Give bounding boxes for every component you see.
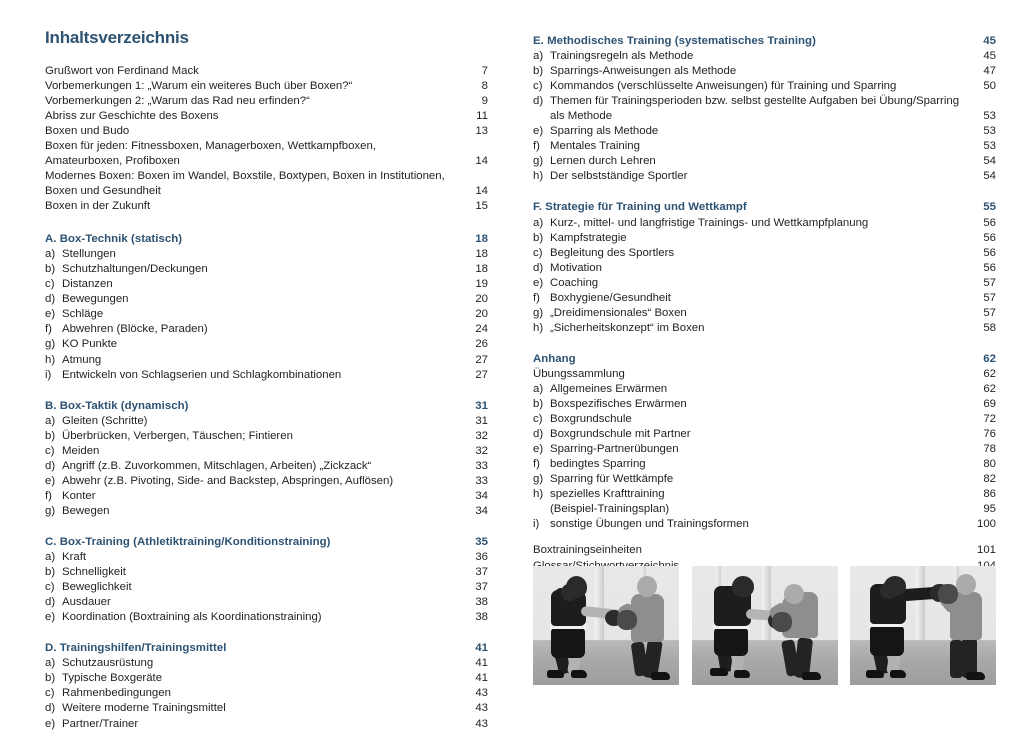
- focus-mitt: [938, 584, 958, 604]
- front-matter-list: [45, 64, 488, 214]
- toc-entry-page: 34: [475, 504, 488, 517]
- toc-entry-page: 15: [475, 200, 488, 213]
- toc-entry[interactable]: [45, 701, 488, 716]
- toc-entry[interactable]: [45, 368, 488, 383]
- toc-entry-label: Abwehren (Blöcke, Paraden): [62, 323, 208, 336]
- toc-entry[interactable]: [45, 307, 488, 322]
- toc-entry-marker: a): [533, 382, 544, 395]
- toc-entry-label: Kampfstrategie: [550, 231, 627, 244]
- toc-entry[interactable]: [533, 231, 996, 246]
- toc-entry-marker: e): [533, 276, 544, 289]
- toc-entry-sub[interactable]: [533, 502, 996, 517]
- toc-entry[interactable]: [533, 79, 996, 94]
- toc-entry[interactable]: [45, 459, 488, 474]
- toc-entry[interactable]: [533, 276, 996, 291]
- toc-entry-label: Stellungen: [62, 248, 116, 261]
- toc-entry-label: Bewegen: [62, 504, 110, 517]
- trainer-shoe: [966, 672, 985, 680]
- section-heading[interactable]: [45, 641, 488, 656]
- toc-entry-page: 47: [983, 65, 996, 78]
- toc-entry[interactable]: [533, 517, 996, 532]
- toc-entry-page: 86: [983, 488, 996, 501]
- toc-entry-label: Distanzen: [62, 278, 113, 291]
- toc-entry-label: Sparring für Wettkämpfe: [550, 473, 674, 486]
- boxing-glove: [561, 584, 577, 601]
- toc-entry-marker: c): [533, 246, 543, 259]
- appendix-section: [533, 352, 996, 533]
- boxer-shorts: [870, 626, 904, 656]
- toc-entry-marker: i): [45, 368, 52, 381]
- toc-entry-label: Boxen in der Zukunft: [45, 200, 151, 213]
- toc-entry-marker: f): [533, 140, 540, 153]
- section-heading-label: A. Box-Technik (statisch): [45, 233, 183, 246]
- section-heading-label: Anhang: [533, 352, 576, 365]
- toc-entry[interactable]: [45, 671, 488, 686]
- toc-entry-marker: e): [45, 611, 56, 624]
- toc-entry-page: 27: [475, 368, 488, 381]
- toc-entry-marker: g): [45, 504, 56, 517]
- toc-entry[interactable]: [533, 321, 996, 336]
- toc-entry-marker: b): [45, 566, 56, 579]
- toc-entry[interactable]: [45, 262, 488, 277]
- toc-entry-label: Übungssammlung: [533, 367, 625, 380]
- toc-entry-label: bedingtes Sparring: [550, 458, 646, 471]
- toc-entry-marker: a): [45, 657, 56, 670]
- boxing-glove: [880, 582, 897, 599]
- toc-entry-label: Motivation: [550, 261, 602, 274]
- toc-entry-label: Themen für Trainingsperioden bzw. selbst gestellte Aufgaben bei Übung/Sparring als Methode: [550, 95, 960, 123]
- toc-entry-page: 57: [983, 291, 996, 304]
- toc-entry-label: Boxen und Budo: [45, 124, 130, 137]
- section-heading-page: 18: [475, 233, 488, 246]
- toc-entry-page: 9: [481, 94, 488, 107]
- page-title: Inhaltsverzeichnis: [45, 28, 189, 47]
- section-heading-label: F. Strategie für Training und Wettkampf: [533, 201, 747, 214]
- toc-entry-page: 24: [475, 323, 488, 336]
- toc-entry-label: Vorbemerkungen 2: „Warum das Rad neu erfinden?“: [45, 94, 310, 107]
- toc-entry-label: Schutzhaltungen/Deckungen: [62, 263, 208, 276]
- toc-entry-page: 41: [475, 672, 488, 685]
- toc-entry-marker: b): [45, 672, 56, 685]
- trainer-leg: [950, 640, 963, 678]
- toc-entry-page: 38: [475, 611, 488, 624]
- toc-entry-label: Überbrücken, Verbergen, Täuschen; Fintieren: [62, 429, 293, 442]
- toc-entry-marker: a): [45, 248, 56, 261]
- toc-entry-marker: d): [45, 702, 56, 715]
- curtain-fold: [916, 566, 925, 640]
- toc-entry-label: Schutzausrüstung: [62, 657, 154, 670]
- toc-entry[interactable]: [45, 247, 488, 262]
- toc-entry[interactable]: [533, 139, 996, 154]
- toc-entry-page: 38: [475, 596, 488, 609]
- toc-entry[interactable]: [533, 124, 996, 139]
- toc-entry-page: 7: [481, 64, 488, 77]
- toc-entry-marker: h): [533, 321, 544, 334]
- section-heading-page: 55: [983, 201, 996, 214]
- toc-entry[interactable]: [533, 306, 996, 321]
- toc-entry-page: 33: [475, 474, 488, 487]
- toc-entry[interactable]: [45, 489, 488, 504]
- section-heading-page: 31: [475, 399, 488, 412]
- toc-entry[interactable]: [533, 261, 996, 276]
- toc-entry-label: Kommandos (verschlüsselte Anweisungen) für Training und Sparring: [550, 80, 897, 93]
- toc-entry[interactable]: [45, 139, 488, 169]
- toc-entry-label: Angriff (z.B. Zuvorkommen, Mitschlagen, Arbeiten) „Zickzack“: [62, 459, 372, 472]
- toc-entry[interactable]: [45, 717, 488, 732]
- toc-entry-marker: d): [45, 293, 56, 306]
- boxer-shoe: [866, 670, 884, 678]
- toc-entry-label: Weitere moderne Trainingsmittel: [62, 702, 226, 715]
- boxer-shoe: [547, 670, 564, 678]
- toc-entry-page: 32: [475, 444, 488, 457]
- toc-entry-marker: f): [533, 458, 540, 471]
- toc-entry-marker: c): [533, 413, 543, 426]
- toc-entry-marker: e): [45, 717, 56, 730]
- toc-entry-page: 54: [983, 170, 996, 183]
- left-column: [45, 0, 488, 732]
- toc-entry-page: 58: [983, 321, 996, 334]
- trainer-head: [956, 574, 976, 595]
- section-heading[interactable]: [533, 352, 996, 367]
- toc-entry[interactable]: [45, 414, 488, 429]
- toc-entry[interactable]: [45, 199, 488, 214]
- toc-entry[interactable]: [45, 656, 488, 671]
- toc-entry-label: Lernen durch Lehren: [550, 155, 656, 168]
- toc-entry[interactable]: [45, 610, 488, 625]
- toc-entry-label: Gleiten (Schritte): [62, 414, 148, 427]
- toc-entry-marker: g): [45, 338, 56, 351]
- toc-entry-sub-page: 95: [983, 503, 996, 516]
- curtain-fold: [762, 566, 771, 640]
- trainer-shoe: [651, 672, 670, 680]
- toc-entry-label: Abriss zur Geschichte des Boxens: [45, 109, 219, 122]
- toc-entry-page: 57: [983, 306, 996, 319]
- toc-entry[interactable]: [533, 94, 996, 124]
- toc-entry-page: 76: [983, 428, 996, 441]
- section-heading-page: 41: [475, 642, 488, 655]
- toc-entry-marker: h): [533, 488, 544, 501]
- toc-entry[interactable]: [45, 429, 488, 444]
- toc-entry-label: „Dreidimensionales“ Boxen: [550, 306, 687, 319]
- curtain-fold: [595, 566, 604, 640]
- toc-entry-label: Meiden: [62, 444, 100, 457]
- toc-entry-marker: a): [45, 551, 56, 564]
- toc-entry-page: 11: [476, 109, 488, 122]
- toc-entry-label: Ausdauer: [62, 596, 111, 609]
- toc-entry-marker: c): [45, 581, 55, 594]
- toc-entry-marker: c): [533, 80, 543, 93]
- section-c: [45, 535, 488, 625]
- toc-entry-marker: b): [533, 65, 544, 78]
- toc-entry-page: 57: [983, 276, 996, 289]
- toc-entry-label: Boxen für jeden: Fitnessboxen, Managerboxen, Wettkampfboxen, Amateurboxen, Profiboxen: [45, 139, 376, 167]
- toc-entry-label: Vorbemerkungen 1: „Warum ein weiteres Buch über Boxen?“: [45, 79, 353, 92]
- toc-entry-label: Koordination (Boxtraining als Koordinationstraining): [62, 611, 322, 624]
- toc-entry-page: 100: [976, 518, 996, 531]
- toc-entry-label: Der selbstständige Sportler: [550, 170, 688, 183]
- toc-entry-label: Entwickeln von Schlagserien und Schlagkombinationen: [62, 368, 342, 381]
- toc-entry[interactable]: [533, 291, 996, 306]
- toc-entry[interactable]: [45, 169, 488, 199]
- toc-entry-marker: b): [533, 231, 544, 244]
- toc-entry-page: 101: [976, 544, 996, 557]
- toc-entry-label: Boxtrainingseinheiten: [533, 544, 642, 557]
- toc-entry-label: Sparrings-Anweisungen als Methode: [550, 65, 737, 78]
- toc-entry[interactable]: [45, 474, 488, 489]
- toc-entry-marker: e): [45, 308, 56, 321]
- toc-entry-page: 18: [475, 263, 488, 276]
- toc-entry[interactable]: [533, 472, 996, 487]
- toc-entry-page: 20: [475, 293, 488, 306]
- toc-entry-marker: g): [533, 155, 544, 168]
- toc-entry-page: 8: [481, 79, 488, 92]
- section-heading-page: 35: [475, 536, 488, 548]
- toc-entry-page: 53: [983, 140, 996, 153]
- toc-entry-page: 41: [475, 657, 488, 670]
- toc-entry[interactable]: [45, 109, 488, 124]
- toc-entry[interactable]: [533, 64, 996, 79]
- toc-entry-page: 56: [983, 246, 996, 259]
- toc-entry-marker: c): [45, 278, 55, 291]
- toc-entry-label: Allgemeines Erwärmen: [550, 382, 668, 395]
- toc-entry-page: 62: [983, 367, 996, 380]
- toc-entry-label: Rahmenbedingungen: [62, 687, 171, 700]
- toc-entry-page: 53: [983, 125, 996, 138]
- trainer-head: [784, 584, 804, 604]
- toc-entry-label: Begleitung des Sportlers: [550, 246, 675, 259]
- toc-entry[interactable]: [533, 487, 996, 502]
- toc-entry-label: Boxgrundschule mit Partner: [550, 428, 691, 441]
- toc-entry-page: 43: [475, 702, 488, 715]
- toc-entry[interactable]: [45, 595, 488, 610]
- toc-entry-page: 69: [983, 398, 996, 411]
- toc-entry-page: 13: [475, 124, 488, 137]
- toc-entry-page: 26: [475, 338, 488, 351]
- focus-mitt: [772, 612, 792, 632]
- toc-entry-page: 31: [475, 414, 488, 427]
- toc-entry-page: 53: [983, 110, 996, 123]
- toc-entry-page: 72: [983, 413, 996, 426]
- toc-entry-label: spezielles Krafttraining: [550, 488, 665, 501]
- toc-entry-label: Boxhygiene/Gesundheit: [550, 291, 671, 304]
- toc-entry-page: 20: [475, 308, 488, 321]
- toc-entry-marker: i): [533, 518, 540, 531]
- toc-entry[interactable]: [533, 49, 996, 64]
- toc-entry-label: Sparring als Methode: [550, 125, 659, 138]
- toc-entry-page: 45: [983, 50, 996, 63]
- trainer-shoe: [802, 672, 821, 680]
- toc-entry[interactable]: [533, 169, 996, 184]
- toc-entry-page: 56: [983, 261, 996, 274]
- toc-entry-page: 14: [475, 154, 488, 167]
- toc-entry-page: 18: [475, 248, 488, 261]
- toc-entry-page: 78: [983, 443, 996, 456]
- section-heading[interactable]: [533, 200, 996, 215]
- toc-entry-marker: g): [533, 306, 544, 319]
- section-heading-label: E. Methodisches Training (systematisches Training): [533, 35, 816, 47]
- toc-entry-marker: e): [45, 474, 56, 487]
- training-photo: [533, 566, 679, 685]
- toc-entry-page: 43: [475, 717, 488, 730]
- toc-entry-label: Modernes Boxen: Boxen im Wandel, Boxstile, Boxtypen, Boxen in Institutionen, Boxen und Gesundheit: [45, 170, 445, 198]
- toc-entry-marker: e): [533, 443, 544, 456]
- toc-entry-page: 43: [475, 687, 488, 700]
- toc-entry-label: Coaching: [550, 276, 599, 289]
- toc-entry-marker: g): [533, 473, 544, 486]
- toc-entry-page: 19: [475, 278, 488, 291]
- toc-entry-page: 34: [475, 489, 488, 502]
- training-photo-strip: [533, 566, 996, 685]
- toc-entry[interactable]: [45, 79, 488, 94]
- section-heading-page: 45: [983, 35, 996, 47]
- section-d: [45, 641, 488, 731]
- toc-entry-label: Sparring-Partnerübungen: [550, 443, 679, 456]
- toc-entry-marker: c): [45, 687, 55, 700]
- toc-entry[interactable]: [533, 382, 996, 397]
- toc-entry-page: 37: [475, 566, 488, 579]
- toc-entry-marker: d): [45, 596, 56, 609]
- toc-entry-page: 14: [475, 185, 488, 198]
- section-a: [45, 232, 488, 382]
- boxer-shorts: [714, 628, 748, 656]
- training-photo: [850, 566, 996, 685]
- toc-entry-label: KO Punkte: [62, 338, 118, 351]
- toc-entry-marker: d): [45, 459, 56, 472]
- toc-entry[interactable]: [533, 457, 996, 472]
- toc-entry[interactable]: [533, 442, 996, 457]
- section-b: [45, 399, 488, 519]
- toc-entry-page: 27: [475, 353, 488, 366]
- toc-entry[interactable]: [45, 550, 488, 565]
- section-heading-label: D. Trainingshilfen/Trainingsmittel: [45, 642, 227, 655]
- toc-entry-label: sonstige Übungen und Trainingsformen: [550, 518, 749, 531]
- toc-entry-marker: b): [533, 398, 544, 411]
- toc-entry-label: Bewegungen: [62, 293, 129, 306]
- toc-entry-marker: f): [533, 291, 540, 304]
- training-photo: [692, 566, 838, 685]
- toc-entry-label: Abwehr (z.B. Pivoting, Side- and Backstep, Abspringen, Auflösen): [62, 474, 394, 487]
- toc-entry-label: Schnelligkeit: [62, 566, 126, 579]
- section-heading-label: C. Box-Training (Athletiktraining/Konditionstraining): [45, 536, 331, 548]
- section-heading[interactable]: [45, 535, 488, 550]
- toc-entry-marker: a): [45, 414, 56, 427]
- toc-entry-label: „Sicherheitskonzept“ im Boxen: [550, 321, 705, 334]
- boxer-head: [732, 576, 754, 597]
- toc-entry[interactable]: [45, 504, 488, 519]
- toc-entry-marker: f): [45, 323, 52, 336]
- toc-entry-marker: h): [533, 170, 544, 183]
- toc-entry[interactable]: [45, 686, 488, 701]
- toc-entry[interactable]: [533, 216, 996, 231]
- toc-entry-page: 82: [983, 473, 996, 486]
- toc-entry-label: Schläge: [62, 308, 104, 321]
- toc-entry[interactable]: [533, 412, 996, 427]
- toc-entry-label: Kurz-, mittel- und langfristige Trainings- und Wettkampfplanung: [550, 216, 869, 229]
- toc-entry-page: 56: [983, 231, 996, 244]
- toc-entry[interactable]: [45, 94, 488, 109]
- toc-entry-marker: b): [45, 263, 56, 276]
- toc-entry-page: 62: [983, 382, 996, 395]
- toc-entry-page: 32: [475, 429, 488, 442]
- boxer-shoe: [710, 668, 728, 676]
- toc-entry-marker: c): [45, 444, 55, 457]
- boxer-shoe: [571, 670, 587, 678]
- toc-entry-sub-label: (Beispiel-Trainingsplan): [550, 503, 670, 516]
- toc-entry[interactable]: [45, 565, 488, 580]
- toc-entry-label: Boxspezifisches Erwärmen: [550, 398, 687, 411]
- boxer-shorts: [551, 628, 585, 658]
- toc-entry[interactable]: [45, 124, 488, 139]
- toc-entry[interactable]: [45, 337, 488, 352]
- section-heading[interactable]: [533, 34, 996, 49]
- toc-entry-label: Trainingsregeln als Methode: [550, 50, 694, 63]
- section-heading-label: B. Box-Taktik (dynamisch): [45, 399, 189, 412]
- toc-entry[interactable]: [533, 427, 996, 442]
- toc-entry[interactable]: [533, 154, 996, 169]
- toc-entry-label: Grußwort von Ferdinand Mack: [45, 64, 199, 77]
- toc-entry[interactable]: [533, 367, 996, 382]
- toc-entry-label: Konter: [62, 489, 96, 502]
- toc-entry-page: 36: [475, 551, 488, 564]
- right-column: [533, 0, 996, 604]
- toc-entry[interactable]: [45, 277, 488, 292]
- toc-entry-marker: d): [533, 261, 544, 274]
- boxer-shoe: [890, 670, 906, 678]
- toc-entry[interactable]: [45, 64, 488, 79]
- toc-entry-marker: h): [45, 353, 56, 366]
- toc-entry-page: 33: [475, 459, 488, 472]
- section-heading[interactable]: [45, 399, 488, 414]
- toc-entry-page: 56: [983, 216, 996, 229]
- toc-entry-label: Boxgrundschule: [550, 413, 632, 426]
- toc-entry-marker: d): [533, 428, 544, 441]
- toc-entry-marker: b): [45, 429, 56, 442]
- toc-entry[interactable]: [45, 580, 488, 595]
- toc-entry[interactable]: [45, 353, 488, 368]
- section-f: [533, 200, 996, 335]
- toc-entry[interactable]: [533, 246, 996, 261]
- toc-entry-page: 37: [475, 581, 488, 594]
- toc-entry[interactable]: [533, 543, 996, 558]
- toc-entry-label: Kraft: [62, 551, 87, 564]
- toc-entry[interactable]: [45, 322, 488, 337]
- toc-entry-label: Typische Boxgeräte: [62, 672, 163, 685]
- trainer-head: [637, 576, 657, 597]
- section-heading[interactable]: [45, 232, 488, 247]
- toc-entry-label: Atmung: [62, 353, 102, 366]
- toc-entry-marker: f): [45, 489, 52, 502]
- toc-entry-page: 54: [983, 155, 996, 168]
- toc-entry-page: 80: [983, 458, 996, 471]
- toc-entry[interactable]: [533, 397, 996, 412]
- toc-entry-label: Mentales Training: [550, 140, 640, 153]
- toc-entry-label: Partner/Trainer: [62, 717, 139, 730]
- toc-entry-marker: a): [533, 50, 544, 63]
- section-heading-page: 62: [983, 352, 996, 365]
- toc-entry-marker: d): [533, 95, 544, 108]
- boxer-shoe: [734, 670, 750, 678]
- toc-entry-marker: a): [533, 216, 544, 229]
- toc-entry-label: Beweglichkeit: [62, 581, 132, 594]
- focus-mitt: [617, 610, 637, 630]
- section-e: [533, 34, 996, 184]
- toc-entry-page: 50: [983, 80, 996, 93]
- toc-entry[interactable]: [45, 444, 488, 459]
- toc-entry[interactable]: [45, 292, 488, 307]
- toc-entry-marker: e): [533, 125, 544, 138]
